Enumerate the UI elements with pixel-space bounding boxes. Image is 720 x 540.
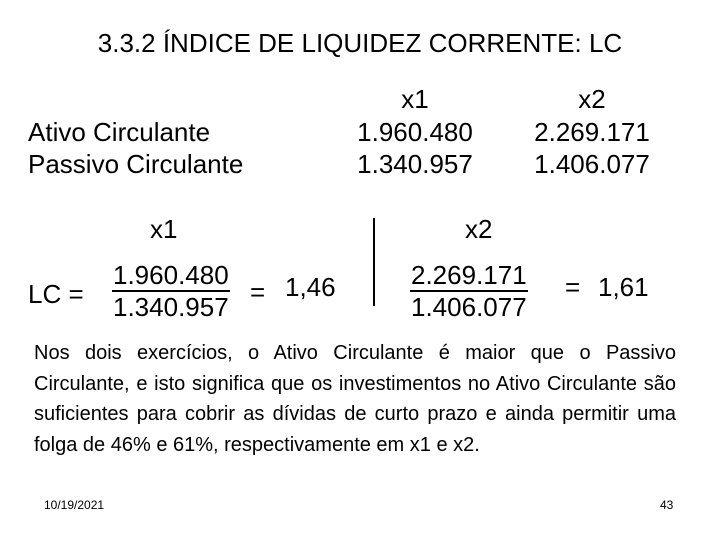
result-x2: 1,61 [598,272,649,302]
lc-label: LC = [28,279,84,309]
explanation-paragraph: Nos dois exercícios, o Ativo Circulante é maior que o Passivo Circulante, e isto significa que os investimentos no Ativo Circulante são suficientes para cobrir as dívidas de curto prazo e ainda permitir uma folga de 46% e 61%, respectivamente em x1 e x2. [34,342,676,456]
fraction-x1 [112,260,230,322]
slide-title: 3.3.2 ÍNDICE DE LIQUIDEZ CORRENTE: LC [97,28,623,58]
fraction-x2 [410,260,528,322]
column-header-x2: x2 [578,84,606,114]
cell-ativo-x2: 2.269.171 [534,117,650,147]
fraction-x2-numerator: 2.269.171 [411,260,527,290]
row-label-ativo: Ativo Circulante [28,117,211,147]
cell-ativo-x1: 1.960.480 [357,117,473,147]
footer-date: 10/19/2021 [44,498,105,512]
formula-header-x2: x2 [465,214,493,244]
cell-passivo-x1: 1.340.957 [357,149,473,179]
fraction-x1-numerator: 1.960.480 [113,260,229,290]
fraction-x1-denominator: 1.340.957 [113,292,229,322]
cell-passivo-x2: 1.406.077 [534,149,650,179]
fraction-x2-denominator: 1.406.077 [411,292,527,322]
result-x1: 1,46 [285,272,336,302]
equals-x2: = [565,272,581,302]
row-label-passivo: Passivo Circulante [28,149,244,179]
column-header-x1: x1 [401,84,429,114]
page-number: 43 [660,498,674,512]
formula-header-x1: x1 [150,214,178,244]
equals-x1: = [250,277,266,307]
vertical-divider [373,218,375,306]
